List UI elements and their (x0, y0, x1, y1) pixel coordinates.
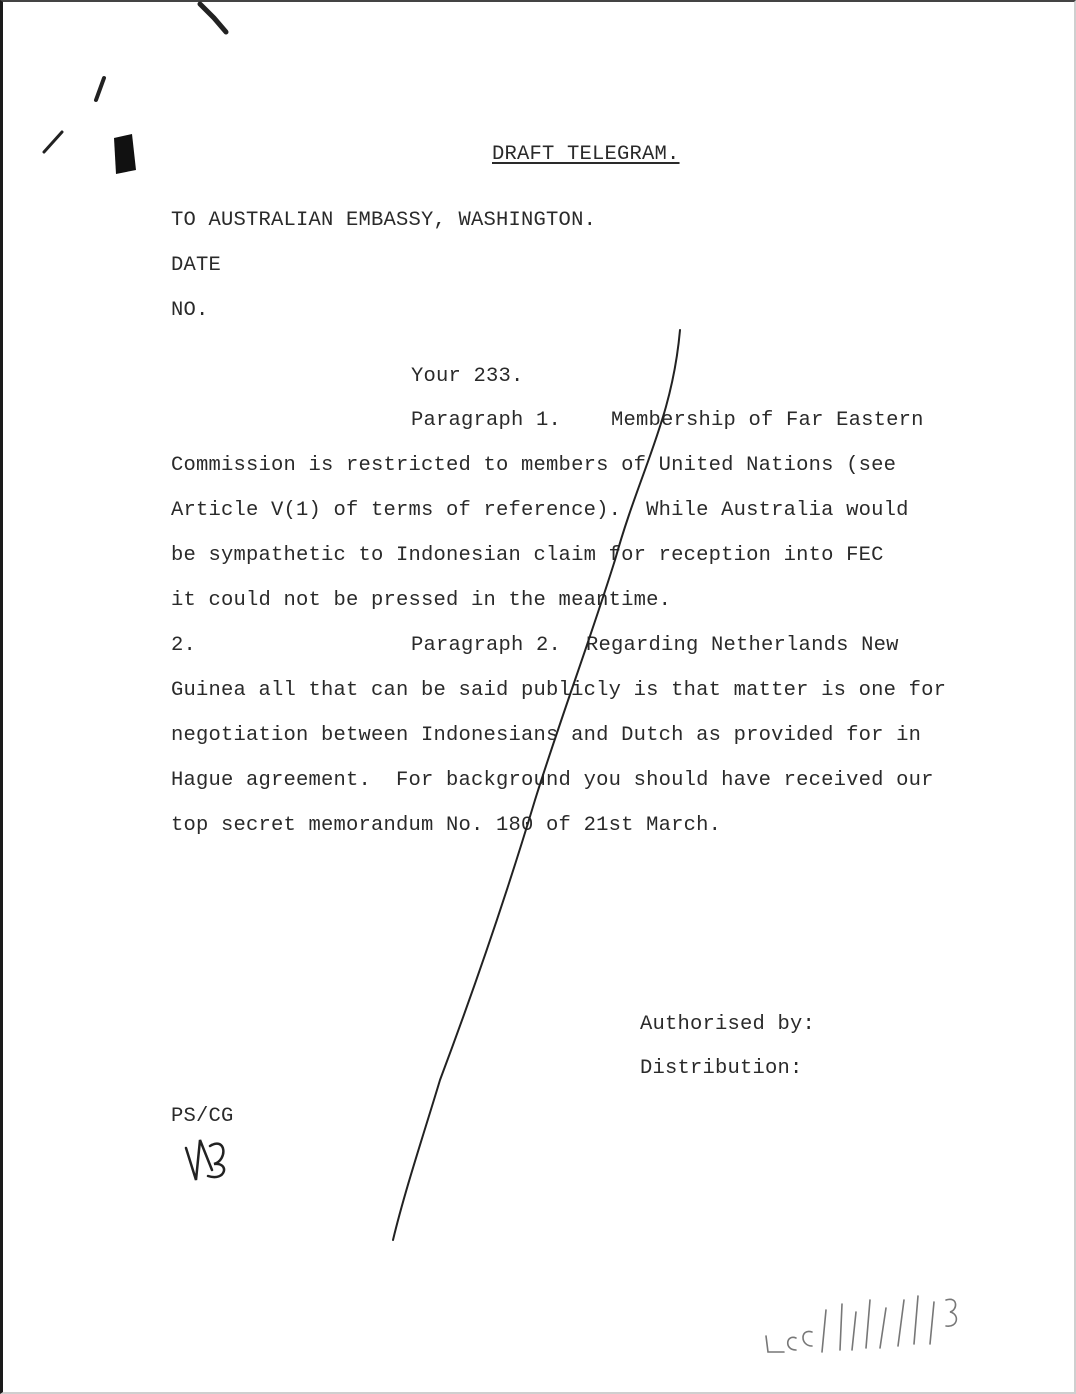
paragraph-number: 2. (171, 634, 197, 657)
reference-line: Your 233. (411, 365, 524, 388)
body-line: it could not be pressed in the meantime. (171, 589, 672, 612)
distribution-label: Distribution: (640, 1057, 803, 1080)
svg-text:NB: NB (240, 1162, 260, 1180)
body-line: Article V(1) of terms of reference). While Australia would (171, 499, 909, 522)
body-line: be sympathetic to Indonesian claim for reception into FEC (171, 544, 884, 567)
body-line: negotiation between Indonesians and Dutch as provided for in (171, 724, 922, 747)
document-title: DRAFT TELEGRAM. (492, 143, 680, 166)
file-reference-text (766, 1300, 966, 1360)
body-line: Paragraph 1. Membership of Far Eastern (411, 409, 924, 432)
authorised-by-label: Authorised by: (640, 1013, 816, 1036)
body-line: Paragraph 2. Regarding Netherlands New (411, 634, 899, 657)
body-line: Guinea all that can be said publicly is that matter is one for (171, 679, 947, 702)
body-line: top secret memorandum No. 180 of 21st March. (171, 814, 722, 837)
number-label: NO. (171, 299, 209, 322)
date-label: DATE (171, 254, 222, 277)
handwritten-initials-text (186, 1140, 230, 1180)
recipient-line: TO AUSTRALIAN EMBASSY, WASHINGTON. (171, 209, 597, 232)
body-line: Hague agreement. For background you should have received our (171, 769, 934, 792)
typist-initials: PS/CG (171, 1105, 234, 1128)
body-line: Commission is restricted to members of United Nations (see (171, 454, 897, 477)
